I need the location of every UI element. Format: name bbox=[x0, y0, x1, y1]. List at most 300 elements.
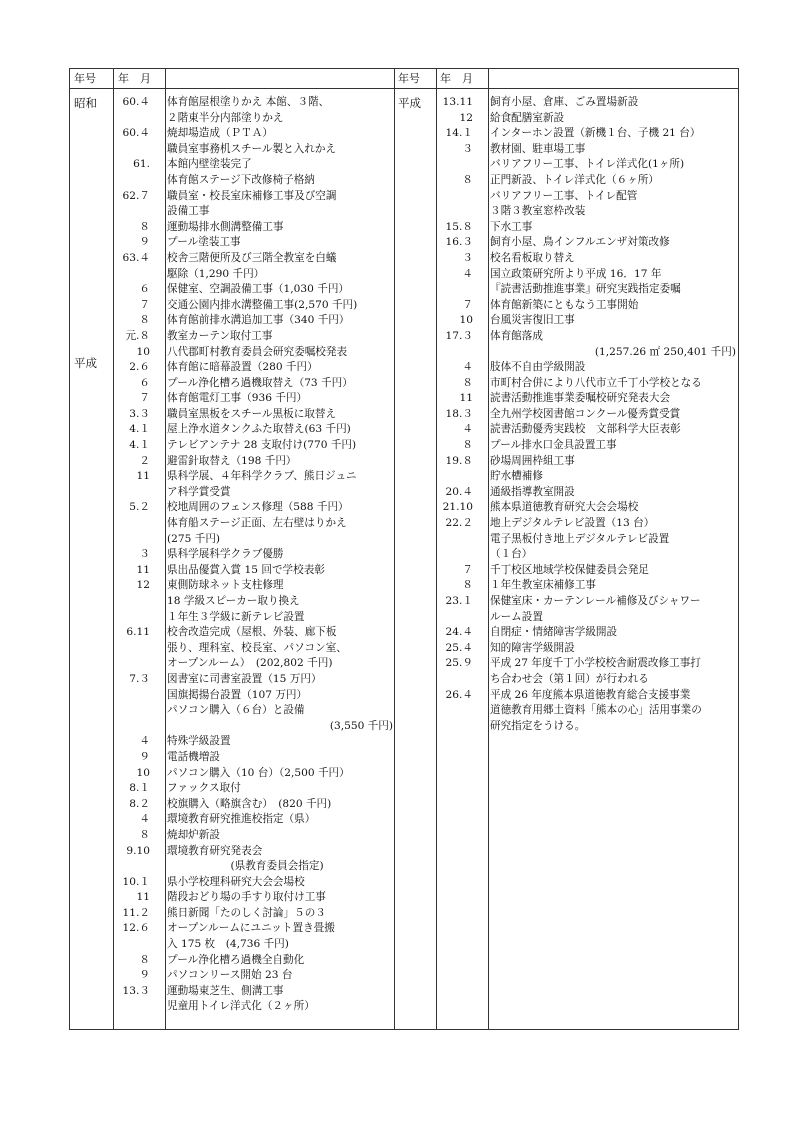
entry-year-month: 11 bbox=[459, 392, 473, 405]
entry-text: 本館内壁塗装完了 bbox=[167, 158, 252, 171]
entry-text: 熊本県道徳教育研究大会会場校 bbox=[490, 501, 639, 514]
entry-text: 避雷針取替え（198 千円） bbox=[167, 454, 297, 467]
entry-text: ２階東半分内部塗りかえ bbox=[167, 111, 284, 124]
entry-row bbox=[436, 173, 736, 189]
entry-year-month: 13.３ bbox=[122, 984, 150, 997]
entry-row bbox=[113, 111, 393, 127]
entry-row bbox=[436, 235, 736, 251]
entry-row bbox=[436, 329, 736, 345]
entry-row bbox=[113, 500, 393, 516]
entry-year-month bbox=[113, 142, 150, 158]
entry-year-month bbox=[113, 656, 150, 672]
entry-text: (1,257.26 ㎡ 250,401 千円) bbox=[594, 345, 736, 358]
entry-text: 体育館ステージ下改修椅子格納 bbox=[167, 173, 315, 186]
entry-text: 校地周囲のフェンス修理（588 千円） bbox=[167, 501, 349, 514]
entry-row bbox=[436, 204, 736, 220]
entry-text: 平成 26 年度熊本県道徳教育総合支援事業 bbox=[490, 688, 691, 701]
entry-text: 給食配膳室新設 bbox=[490, 111, 565, 124]
entry-text: 環境教育研究推進校指定（県） bbox=[167, 813, 316, 826]
entry-text: 県出品優賞入賞 15 回で学校表彰 bbox=[167, 563, 325, 576]
entry-row bbox=[113, 594, 393, 610]
entry-year-month bbox=[113, 267, 150, 283]
entry-year-month: ４ bbox=[462, 423, 473, 436]
entry-year-month: 25.９ bbox=[445, 657, 473, 670]
entry-year-month bbox=[436, 469, 473, 485]
entry-year-month: 7.３ bbox=[129, 672, 150, 685]
entry-year-month bbox=[113, 859, 150, 875]
entry-year-month: 62.７ bbox=[122, 189, 150, 202]
header-ym-left: 年 月 bbox=[118, 72, 151, 85]
entry-year-month: ７ bbox=[139, 298, 150, 311]
entry-text: 道徳教育用郷土資料「熊本の心」活用事業の bbox=[490, 704, 702, 717]
entry-year-month: ８ bbox=[139, 314, 150, 327]
entry-year-month: ３ bbox=[139, 548, 150, 561]
entry-text: 台風災害復旧工事 bbox=[490, 314, 575, 327]
entry-row bbox=[436, 641, 736, 657]
entry-year-month: 60.４ bbox=[122, 96, 150, 108]
entry-text: 電子黒板付き地上デジタルテレビ設置 bbox=[490, 532, 670, 545]
entry-year-month bbox=[113, 937, 150, 953]
entry-row bbox=[436, 267, 736, 283]
entry-year-month: 26.４ bbox=[445, 688, 473, 701]
entry-row bbox=[436, 126, 736, 142]
entry-text: 通級指導教室開設 bbox=[490, 485, 575, 498]
entry-text: 保健室、空調設備工事（1,030 千円） bbox=[167, 283, 350, 296]
entry-row bbox=[436, 485, 736, 501]
entry-row bbox=[436, 95, 736, 111]
entry-year-month: 19.８ bbox=[445, 454, 473, 467]
entry-year-month: 11 bbox=[136, 470, 150, 483]
entry-row bbox=[436, 157, 736, 173]
entry-row bbox=[113, 391, 393, 407]
entry-text: 設備工事 bbox=[167, 205, 210, 218]
entry-year-month: 4.１ bbox=[129, 439, 150, 452]
entry-row bbox=[436, 563, 736, 579]
entry-text: 体育館新築にともなう工事開始 bbox=[490, 298, 639, 311]
entry-row bbox=[113, 812, 393, 828]
entry-text: 焼却場造成（ＰＴＡ） bbox=[167, 127, 273, 140]
entry-row bbox=[113, 921, 393, 937]
entry-row bbox=[113, 797, 393, 813]
entry-row bbox=[113, 126, 393, 142]
entry-row bbox=[113, 781, 393, 797]
entry-text: 環境教育研究発表会 bbox=[167, 844, 263, 857]
entry-year-month: 21.10 bbox=[442, 501, 473, 514]
entry-year-month: ８ bbox=[462, 173, 473, 186]
entry-text: インターホン設置（新機１台、子機 21 台） bbox=[490, 127, 701, 140]
entry-text: 千丁校区地域学校保健委員会発足 bbox=[490, 563, 649, 576]
entry-year-month bbox=[436, 189, 473, 205]
entry-row bbox=[113, 828, 393, 844]
entry-row bbox=[113, 157, 393, 173]
entry-text: １年生教室床補修工事 bbox=[490, 579, 596, 592]
entry-year-month bbox=[436, 719, 473, 735]
entry-text: ア科学賞受賞 bbox=[167, 485, 231, 498]
entry-text: ファックス取付 bbox=[167, 782, 241, 795]
entry-row bbox=[436, 703, 736, 719]
entry-year-month: 10 bbox=[136, 766, 150, 779]
entry-text: (3,550 千円) bbox=[329, 719, 393, 732]
entry-year-month bbox=[436, 282, 473, 298]
entry-year-month: ３ bbox=[462, 251, 473, 264]
entry-year-month bbox=[113, 594, 150, 610]
entry-year-month: 18.３ bbox=[445, 407, 473, 420]
entry-year-month bbox=[113, 532, 150, 548]
entry-row bbox=[113, 204, 393, 220]
header-rule bbox=[70, 88, 738, 89]
left-entries bbox=[113, 95, 393, 1015]
entry-text: パソコン購入（10 台）（2,500 千円） bbox=[167, 766, 350, 779]
entry-text: 貯水槽補修 bbox=[490, 470, 543, 483]
entry-year-month: 2.６ bbox=[129, 361, 150, 374]
entry-text: （１台） bbox=[490, 548, 533, 561]
entry-year-month bbox=[436, 703, 473, 719]
entry-row bbox=[113, 734, 393, 750]
entry-text: 県科学展、４年科学クラブ、熊日ジュニ bbox=[167, 470, 357, 483]
entry-row bbox=[436, 516, 736, 532]
era-showa: 昭和 bbox=[74, 96, 97, 110]
entry-text: パソコン購入（６台）と設備 bbox=[167, 704, 305, 717]
entry-year-month: 10.１ bbox=[122, 875, 150, 888]
entry-year-month bbox=[436, 157, 473, 173]
entry-row bbox=[436, 360, 736, 376]
entry-text: 飼育小屋、倉庫、ごみ置場新設 bbox=[490, 96, 639, 108]
entry-text: パソコンリース開始 23 台 bbox=[167, 969, 293, 982]
entry-row bbox=[113, 750, 393, 766]
entry-row bbox=[436, 111, 736, 127]
entry-row bbox=[113, 298, 393, 314]
entry-text: 体育館に暗幕設置（280 千円） bbox=[167, 361, 318, 374]
entry-year-month: 24.４ bbox=[445, 626, 473, 639]
entry-text: 知的障害学級開設 bbox=[490, 641, 575, 654]
entry-year-month bbox=[436, 204, 473, 220]
entry-text: 18 学級スピーカー取り換え bbox=[167, 595, 300, 607]
entry-text: 運動場排水側溝整備工事 bbox=[167, 220, 284, 233]
entry-row bbox=[436, 578, 736, 594]
entry-year-month: 20.４ bbox=[445, 485, 473, 498]
entry-year-month: ３ bbox=[462, 142, 473, 155]
entry-year-month: 5.２ bbox=[129, 501, 150, 514]
entry-row bbox=[436, 407, 736, 423]
entry-row bbox=[113, 703, 393, 719]
entry-text: ち合わせ会（第１回）が行われる bbox=[490, 672, 649, 685]
entry-year-month: 60.４ bbox=[122, 127, 150, 140]
entry-year-month: ４ bbox=[139, 813, 150, 826]
entry-row bbox=[113, 407, 393, 423]
entry-text: 体育館前排水溝追加工事（340 千円） bbox=[167, 314, 350, 327]
entry-row bbox=[113, 173, 393, 189]
entry-row bbox=[436, 298, 736, 314]
era-heisei-right: 平成 bbox=[398, 96, 421, 110]
entry-text: (275 千円) bbox=[167, 532, 221, 545]
entry-row bbox=[113, 142, 393, 158]
entry-text: (県教育委員会指定) bbox=[167, 860, 324, 873]
entry-year-month: 8.１ bbox=[129, 782, 150, 795]
entry-row bbox=[113, 454, 393, 470]
entry-text: 県小学校理科研究大会会場校 bbox=[167, 875, 305, 888]
entry-text: 職員室黒板をスチール黒板に取替え bbox=[167, 407, 337, 420]
era-heisei-left: 平成 bbox=[74, 356, 97, 370]
entry-year-month bbox=[113, 641, 150, 657]
entry-row bbox=[113, 578, 393, 594]
entry-year-month: 4.１ bbox=[129, 423, 150, 436]
entry-year-month bbox=[113, 703, 150, 719]
entry-row bbox=[436, 142, 736, 158]
entry-text: 飼育小屋、鳥インフルエンザ対策改修 bbox=[490, 236, 670, 249]
entry-year-month: ９ bbox=[139, 236, 150, 249]
entry-year-month: 17.３ bbox=[445, 329, 473, 342]
entry-row bbox=[113, 766, 393, 782]
header-year-left: 年号 bbox=[74, 72, 96, 85]
entry-text: 地上デジタルテレビ設置（13 台） bbox=[490, 517, 655, 530]
entry-row bbox=[113, 485, 393, 501]
entry-text: 読書活動推進事業委嘱校研究発表大会 bbox=[490, 392, 671, 405]
entry-text: 電話機増設 bbox=[167, 750, 220, 763]
entry-text: 校舎三階便所及び三階全教室を白蟻 bbox=[167, 251, 337, 264]
entry-year-month bbox=[113, 516, 150, 532]
entry-year-month: ７ bbox=[139, 392, 150, 405]
entry-row bbox=[113, 968, 393, 984]
right-entries bbox=[436, 95, 736, 734]
entry-year-month: ４ bbox=[462, 267, 473, 280]
entry-year-month bbox=[113, 485, 150, 501]
entry-row bbox=[113, 719, 393, 735]
entry-year-month: 10 bbox=[459, 314, 473, 327]
entry-row bbox=[436, 189, 736, 205]
entry-year-month: 12 bbox=[459, 111, 473, 124]
entry-row bbox=[113, 345, 393, 361]
entry-text: 階段おどり場の手すり取付け工事 bbox=[167, 891, 326, 904]
entry-row bbox=[113, 235, 393, 251]
entry-text: 図書室に司書室設置（15 万円） bbox=[167, 672, 322, 685]
entry-text: 教材園、駐車場工事 bbox=[490, 142, 586, 155]
entry-text: 砂場周囲枠組工事 bbox=[490, 454, 575, 467]
entry-row bbox=[436, 469, 736, 485]
entry-row bbox=[113, 953, 393, 969]
entry-text: 体育館電灯工事（936 千円） bbox=[167, 392, 308, 405]
entry-year-month bbox=[113, 688, 150, 704]
entry-text: 運動場東芝生、側溝工事 bbox=[167, 984, 284, 997]
entry-text: オープンルーム） (202,802 千円) bbox=[167, 657, 333, 670]
entry-text: テレビアンテナ 28 支取付け(770 千円) bbox=[167, 439, 357, 452]
entry-year-month: ４ bbox=[462, 361, 473, 374]
entry-year-month bbox=[113, 610, 150, 626]
entry-row bbox=[436, 376, 736, 392]
entry-row bbox=[113, 313, 393, 329]
entry-text: １年生３学級に新テレビ設置 bbox=[167, 610, 305, 623]
entry-row bbox=[113, 282, 393, 298]
entry-row bbox=[436, 594, 736, 610]
entry-row bbox=[113, 984, 393, 1000]
entry-year-month: 61. bbox=[133, 158, 150, 171]
entry-row bbox=[436, 688, 736, 704]
entry-row bbox=[113, 656, 393, 672]
entry-text: 全九州学校図書館コンクール優秀賞受賞 bbox=[490, 407, 681, 420]
entry-year-month: 13.11 bbox=[442, 96, 473, 108]
entry-row bbox=[436, 719, 736, 735]
entry-year-month: ６ bbox=[139, 283, 150, 296]
entry-year-month: ８ bbox=[462, 439, 473, 452]
entry-row bbox=[113, 875, 393, 891]
entry-row bbox=[436, 345, 736, 361]
entry-year-month: 元.８ bbox=[125, 329, 150, 342]
entry-text: 研究指定をうける。 bbox=[490, 719, 586, 732]
entry-year-month: 6.11 bbox=[126, 626, 150, 639]
entry-row bbox=[113, 563, 393, 579]
entry-row bbox=[113, 859, 393, 875]
entry-year-month: 25.４ bbox=[445, 641, 473, 654]
entry-text: 熊日新聞「たのしく討論」５の３ bbox=[167, 906, 326, 919]
entry-text: 正門新設、トイレ洋式化（６ヶ所） bbox=[490, 173, 659, 186]
entry-year-month: 14.１ bbox=[445, 127, 473, 140]
entry-row bbox=[436, 656, 736, 672]
entry-row bbox=[113, 688, 393, 704]
entry-year-month: 10 bbox=[136, 345, 150, 358]
entry-year-month bbox=[436, 345, 473, 361]
entry-row bbox=[436, 438, 736, 454]
entry-year-month: 11.２ bbox=[122, 906, 150, 919]
entry-text: プール浄化槽ろ過機取替え（73 千円） bbox=[167, 376, 353, 389]
entry-year-month: 15.８ bbox=[445, 220, 473, 233]
entry-text: 児童用トイレ洋式化（２ヶ所） bbox=[167, 1000, 315, 1013]
entry-year-month bbox=[113, 719, 150, 735]
entry-text: 県科学展科学クラブ優勝 bbox=[167, 548, 284, 561]
grid-line-center bbox=[394, 69, 395, 1029]
entry-year-month: 8.２ bbox=[129, 797, 150, 810]
entry-row bbox=[436, 500, 736, 516]
entry-row bbox=[113, 610, 393, 626]
entry-year-month: ８ bbox=[139, 953, 150, 966]
entry-year-month: ９ bbox=[139, 750, 150, 763]
entry-year-month: 63.４ bbox=[122, 251, 150, 264]
entry-text: ルーム設置 bbox=[490, 610, 543, 623]
entry-year-month: 23.１ bbox=[445, 595, 473, 607]
entry-text: 体育船ステージ正面、左右壁はりかえ bbox=[167, 517, 347, 530]
entry-text: 肢体不自由学級開設 bbox=[490, 361, 586, 374]
entry-text: 東側防球ネット支柱修理 bbox=[167, 579, 284, 592]
entry-text: 駆除（1,290 千円） bbox=[167, 267, 265, 280]
entry-text: 入 175 枚 (4,736 千円) bbox=[167, 938, 289, 951]
entry-text: 国立政策研究所より平成 16．17 年 bbox=[490, 267, 662, 280]
entry-text: バリアフリー工事、トイレ配管 bbox=[490, 189, 638, 202]
entry-text: 読書活動優秀実践校 文部科学大臣表彰 bbox=[490, 423, 681, 436]
entry-text: 交通公園内排水溝整備工事(2,570 千円) bbox=[167, 298, 358, 311]
header-ym-right: 年 月 bbox=[440, 72, 473, 85]
entry-row bbox=[113, 95, 393, 111]
entry-text: 自閉症・情緒障害学級開設 bbox=[490, 626, 618, 639]
entry-text: 校旗購入（略旗含む） (820 千円) bbox=[167, 797, 332, 810]
entry-row bbox=[436, 422, 736, 438]
entry-text: 体育館屋根塗りかえ 本館、３階、 bbox=[167, 96, 330, 108]
entry-text: 校舎改造完成（屋根、外装、廊下板 bbox=[167, 626, 337, 639]
entry-year-month: 11 bbox=[136, 891, 150, 904]
entry-text: プール塗装工事 bbox=[167, 236, 241, 249]
entry-text: プール浄化槽ろ過機全自動化 bbox=[167, 953, 305, 966]
entry-year-month bbox=[436, 672, 473, 688]
entry-row bbox=[113, 890, 393, 906]
entry-text: プール排水口金具設置工事 bbox=[490, 439, 617, 452]
entry-row bbox=[113, 999, 393, 1015]
entry-text: 職員室事務机スチール製と入れかえ bbox=[167, 142, 337, 155]
entry-row bbox=[436, 672, 736, 688]
entry-row bbox=[113, 625, 393, 641]
entry-year-month: 12.６ bbox=[122, 922, 150, 935]
entry-text: 八代郡町村教育委員会研究委嘱校発表 bbox=[167, 345, 348, 358]
entry-year-month bbox=[113, 204, 150, 220]
entry-year-month: 22.２ bbox=[445, 517, 473, 530]
entry-row bbox=[113, 376, 393, 392]
entry-row bbox=[113, 937, 393, 953]
entry-row bbox=[113, 516, 393, 532]
entry-text: ３階３教室窓枠改装 bbox=[490, 205, 586, 218]
entry-year-month bbox=[113, 173, 150, 189]
entry-year-month: ８ bbox=[462, 376, 473, 389]
entry-text: 国旗掲揚台設置（107 万円） bbox=[167, 688, 308, 701]
entry-text: オープンルームにユニット置き畳搬 bbox=[167, 922, 335, 935]
entry-text: 焼却炉新設 bbox=[167, 828, 220, 841]
entry-row bbox=[113, 672, 393, 688]
entry-year-month: 9.10 bbox=[126, 844, 150, 857]
entry-text: 張り、理科室、校長室、パソコン室、 bbox=[167, 641, 347, 654]
entry-year-month: ８ bbox=[462, 579, 473, 592]
entry-row bbox=[436, 220, 736, 236]
entry-row bbox=[113, 267, 393, 283]
entry-text: 校名看板取り替え bbox=[490, 251, 575, 264]
entry-text: 『読書活動推進事業』研究実践指定委嘱 bbox=[490, 283, 681, 296]
entry-text: 市町村合併により八代市立千丁小学校となる bbox=[490, 376, 702, 389]
entry-year-month: ６ bbox=[139, 376, 150, 389]
entry-row bbox=[436, 313, 736, 329]
entry-year-month bbox=[436, 547, 473, 563]
entry-row bbox=[113, 469, 393, 485]
entry-row bbox=[113, 438, 393, 454]
entry-year-month: ７ bbox=[462, 563, 473, 576]
entry-year-month bbox=[113, 111, 150, 127]
entry-year-month: 16.３ bbox=[445, 236, 473, 249]
entry-year-month bbox=[436, 532, 473, 548]
entry-text: 平成 27 年度千丁小学校校舎耐震改修工事打 bbox=[490, 657, 701, 670]
entry-year-month: ７ bbox=[462, 298, 473, 311]
entry-row bbox=[113, 329, 393, 345]
entry-row bbox=[113, 220, 393, 236]
entry-row bbox=[436, 610, 736, 626]
entry-year-month: ４ bbox=[139, 735, 150, 748]
entry-row bbox=[436, 625, 736, 641]
entry-year-month: ８ bbox=[139, 828, 150, 841]
entry-row bbox=[113, 189, 393, 205]
header-year-right: 年号 bbox=[398, 72, 420, 85]
entry-row bbox=[436, 547, 736, 563]
entry-text: 下水工事 bbox=[490, 220, 533, 233]
entry-row bbox=[436, 391, 736, 407]
entry-year-month bbox=[436, 610, 473, 626]
entry-row bbox=[436, 454, 736, 470]
entry-year-month bbox=[113, 999, 150, 1015]
entry-row bbox=[113, 251, 393, 267]
entry-year-month: 3.３ bbox=[129, 407, 150, 420]
entry-text: 特殊学級設置 bbox=[167, 735, 231, 748]
entry-text: 屋上浄水道タンクふた取替え(63 千円) bbox=[167, 423, 351, 436]
entry-year-month: ９ bbox=[139, 969, 150, 982]
entry-row bbox=[113, 906, 393, 922]
entry-row bbox=[436, 282, 736, 298]
entry-year-month: ２ bbox=[139, 454, 150, 467]
entry-row bbox=[113, 641, 393, 657]
entry-text: 体育館落成 bbox=[490, 329, 543, 342]
entry-text: バリアフリー工事、トイレ洋式化(1ヶ所) bbox=[490, 158, 685, 171]
entry-row bbox=[436, 532, 736, 548]
entry-row bbox=[113, 360, 393, 376]
